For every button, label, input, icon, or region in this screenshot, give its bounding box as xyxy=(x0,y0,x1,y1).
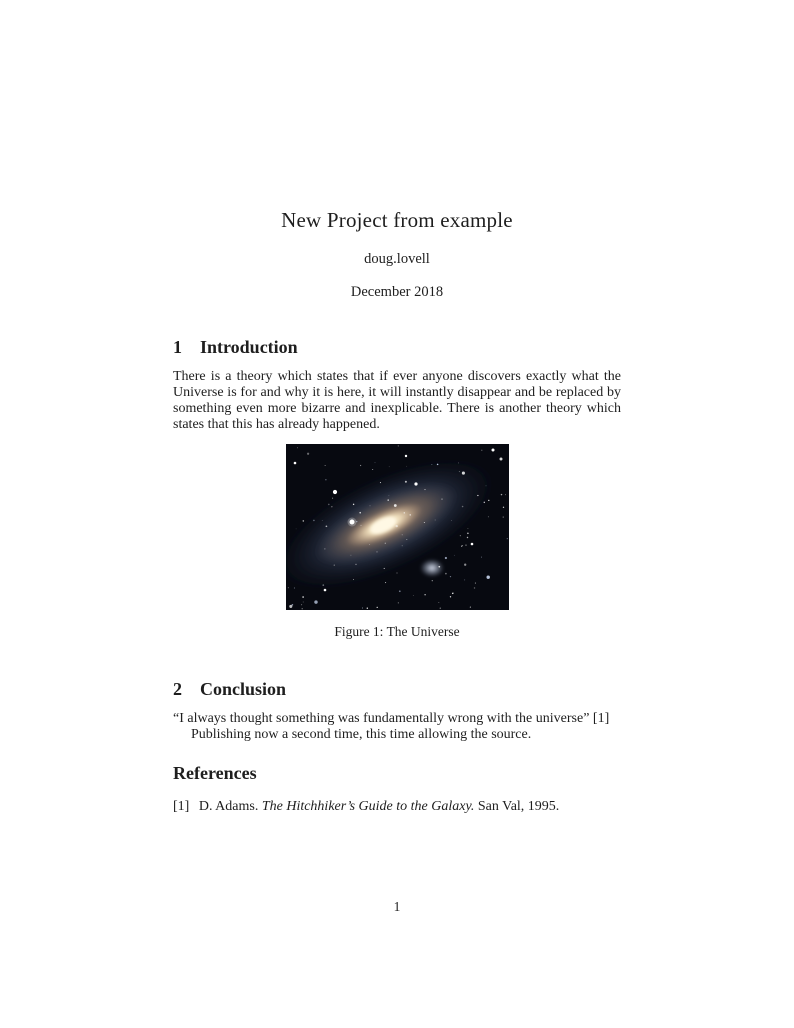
section-title: Introduction xyxy=(200,337,298,357)
reference-authors: D. Adams. xyxy=(198,799,259,814)
galaxy-image xyxy=(286,444,509,610)
companion-galaxy xyxy=(420,559,444,577)
figure-universe xyxy=(286,444,509,610)
conclusion-paragraph: Publishing now a second time, this time allowing the source. xyxy=(191,727,532,742)
reference-title: The Hitchhiker’s Guide to the Galaxy. xyxy=(261,799,475,814)
references-heading: References xyxy=(173,763,257,783)
section-title: Conclusion xyxy=(200,679,287,699)
conclusion-quote: “I always thought something was fundamentally wrong with the universe” [1] xyxy=(173,711,610,726)
section-number: 1 xyxy=(173,337,182,357)
figure-caption: Figure 1: The Universe xyxy=(334,624,460,639)
document-date: December 2018 xyxy=(350,284,444,300)
section-heading-introduction xyxy=(173,337,298,358)
document-title: New Project from example xyxy=(281,208,513,232)
reference-publisher: San Val, 1995. xyxy=(477,799,560,814)
section-heading-conclusion xyxy=(173,679,286,700)
document-author: doug.lovell xyxy=(364,251,430,267)
reference-entry xyxy=(173,799,559,815)
reference-label: [1] xyxy=(173,799,190,814)
section-number: 2 xyxy=(173,679,182,699)
introduction-paragraph: There is a theory which states that if ever anyone discovers exactly what the Universe is for and why it is here, it will instantly disappear and be replaced by something even more bizarre and inexplicable. There is another theory which states that this has already happened. xyxy=(173,369,621,432)
page-number: 1 xyxy=(393,899,401,914)
